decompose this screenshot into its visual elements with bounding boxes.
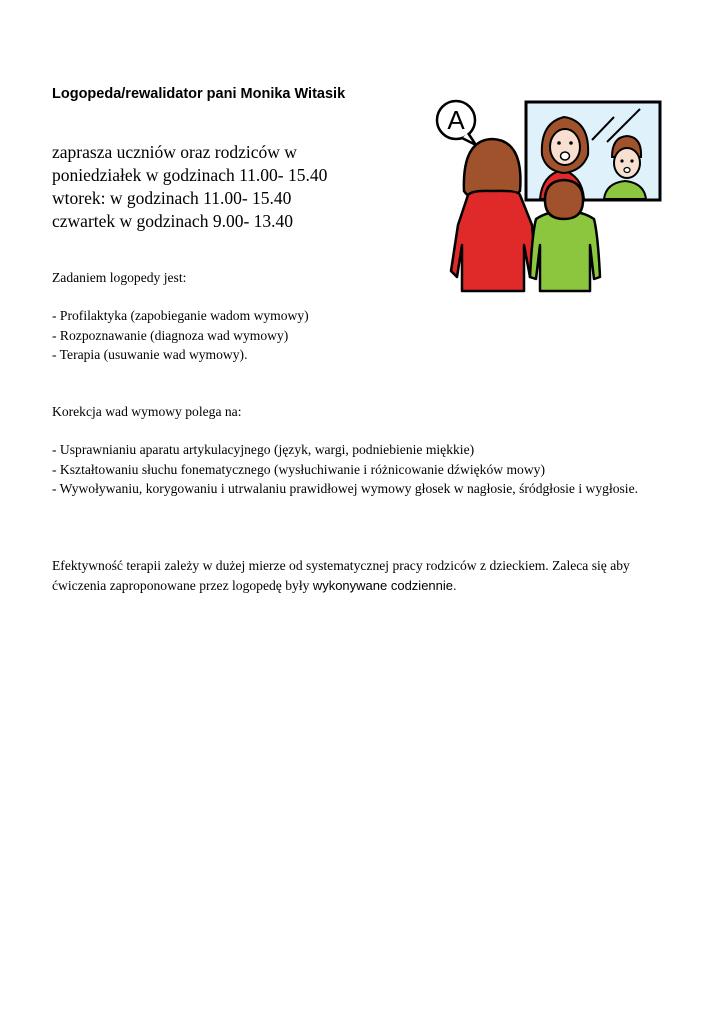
list-item: - Usprawnianiu aparatu artykulacyjnego (język, wargi, podniebienie miękkie): [52, 442, 475, 457]
final-paragraph: [52, 556, 682, 595]
tasks-list: [52, 306, 309, 365]
list-item: - Terapia (usuwanie wad wymowy).: [52, 347, 248, 362]
list-item: - Kształtowaniu słuchu fonematycznego (wysłuchiwanie i różnicowanie dźwięków mowy): [52, 461, 545, 477]
final-paragraph-emphasis: wykonywane codziennie.: [312, 577, 457, 593]
therapist-figure-icon: [451, 139, 536, 291]
schedule-thursday: czwartek w godzinach 9.00- 13.40: [52, 211, 294, 231]
speech-letter: A: [447, 105, 465, 135]
invitation-block: [52, 141, 327, 233]
page-title: Logopeda/rewalidator pani Monika Witasik: [52, 86, 346, 102]
invitation-line: zaprasza uczniów oraz rodziców w: [52, 142, 297, 162]
list-item: - Wywoływaniu, korygowaniu i utrwalaniu prawidłowej wymowy głosek w nagłosie, śródgłosie i wygłosie.: [52, 481, 639, 496]
speech-bubble-icon: [437, 101, 476, 145]
schedule-monday: poniedziałek w godzinach 11.00- 15.40: [52, 165, 328, 185]
final-paragraph-text: Efektywność terapii zależy w dużej mierze od systematycznej pracy rodziców z dzieckiem. Zaleca się aby ćwiczenia zaproponowane przez logopedę były: [52, 558, 630, 593]
speech-therapy-illustration: [432, 95, 664, 295]
schedule-tuesday: wtorek: w godzinach 11.00- 15.40: [52, 188, 292, 208]
mirror-icon: [526, 102, 660, 200]
list-item: - Rozpoznawanie (diagnoza wad wymowy): [52, 327, 289, 343]
correction-list: [52, 440, 677, 499]
correction-heading: Korekcja wad wymowy polega na:: [52, 404, 242, 419]
tasks-heading: Zadaniem logopedy jest:: [52, 270, 187, 285]
list-item: - Profilaktyka (zapobieganie wadom wymowy): [52, 308, 309, 323]
